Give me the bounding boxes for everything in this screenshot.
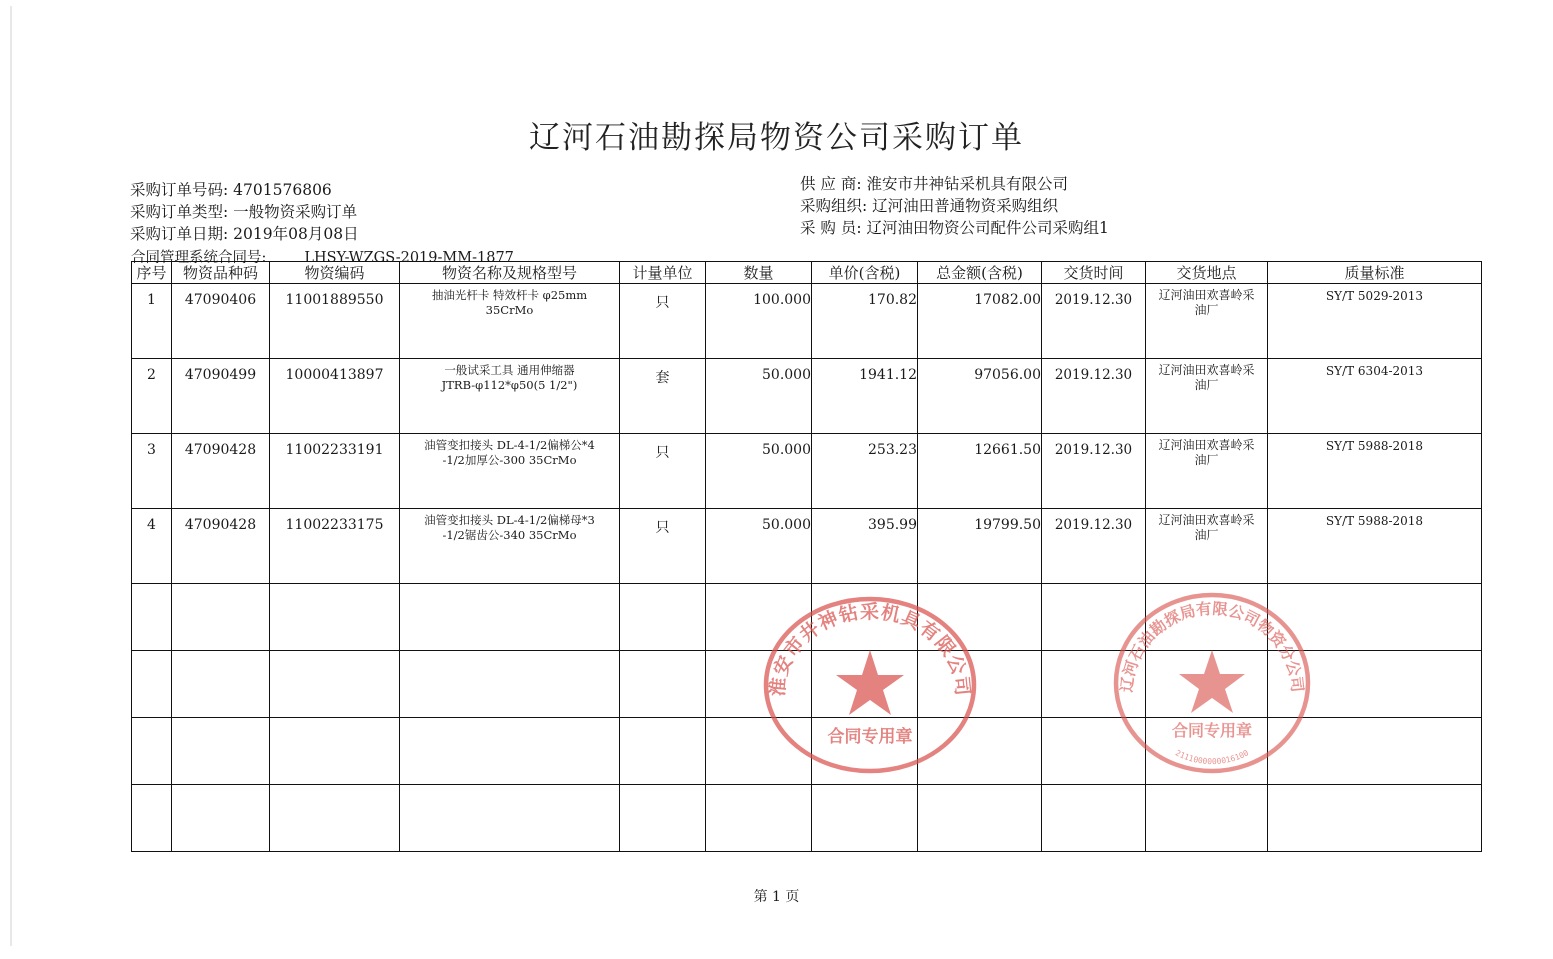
cell-standard: SY/T 6304-2013 (1268, 359, 1482, 434)
col-header-total: 总金额(含税) (918, 262, 1042, 284)
order-type-value: 一般物资采购订单 (233, 203, 358, 221)
purchase-org-label: 采购组织: (800, 197, 868, 215)
col-header-category: 物资品种码 (172, 262, 270, 284)
cell-total: 19799.50 (918, 509, 1042, 584)
cell-date: 2019.12.30 (1042, 434, 1146, 509)
cell-price: 170.82 (812, 284, 918, 359)
cell-location-line2: 油厂 (1194, 528, 1219, 542)
col-header-code: 物资编码 (270, 262, 400, 284)
svg-text:2111000000016100: 2111000000016100 (1173, 748, 1251, 767)
order-date-label: 采购订单日期: (130, 225, 229, 243)
cell-total: 12661.50 (918, 434, 1042, 509)
contract-number-value: LHSY-WZGS-2019-MM-1877 (304, 250, 514, 266)
cell-category: 47090428 (172, 509, 270, 584)
cell-unit: 只 (620, 284, 706, 359)
order-type-label: 采购订单类型: (130, 203, 229, 221)
cell-price: 253.23 (812, 434, 918, 509)
cell-name-line2: 35CrMo (485, 303, 534, 317)
order-number-value: 4701576806 (233, 181, 332, 199)
page-number: 第 1 页 (753, 889, 800, 905)
cell-unit: 只 (620, 509, 706, 584)
cell-code: 10000413897 (270, 359, 400, 434)
supplier-value: 淮安市井神钻采机具有限公司 (866, 175, 1069, 193)
supplier-contract-seal (762, 596, 978, 774)
cell-location-line1: 辽河油田欢喜岭采 (1158, 438, 1255, 452)
cell-location-line1: 辽河油田欢喜岭采 (1158, 288, 1255, 302)
cell-location-line2: 油厂 (1194, 453, 1219, 467)
cell-name (400, 359, 620, 434)
col-header-location: 交货地点 (1146, 262, 1268, 284)
supplier-label: 供 应 商: (800, 175, 862, 193)
cell-name (400, 284, 620, 359)
cell-seq: 2 (132, 359, 172, 434)
cell-standard: SY/T 5988-2018 (1268, 434, 1482, 509)
svg-text:辽河石油勘探局有限公司物资分公司: 辽河石油勘探局有限公司物资分公司 (1117, 599, 1307, 694)
table-row (132, 509, 1482, 584)
cell-qty: 50.000 (706, 509, 812, 584)
purchase-org-value: 辽河油田普通物资采购组织 (872, 197, 1059, 215)
contract-number-label: 合同管理系统合同号: (131, 250, 267, 266)
cell-code: 11001889550 (270, 284, 400, 359)
col-header-standard: 质量标准 (1268, 262, 1482, 284)
col-header-qty: 数量 (706, 262, 812, 284)
cell-location-line1: 辽河油田欢喜岭采 (1158, 513, 1255, 527)
cell-qty: 100.000 (706, 284, 812, 359)
cell-code: 11002233175 (270, 509, 400, 584)
col-header-seq: 序号 (132, 262, 172, 284)
cell-category: 47090499 (172, 359, 270, 434)
cell-name-line1: 抽油光杆卡 特效杆卡 φ25mm (431, 288, 588, 302)
cell-standard: SY/T 5988-2018 (1268, 509, 1482, 584)
cell-name (400, 434, 620, 509)
cell-name-line1: 油管变扣接头 DL-4-1/2偏梯母*3 (424, 513, 595, 527)
supplier-info-block (800, 173, 1109, 239)
empty-row (132, 785, 1482, 852)
order-date-value: 2019年08月08日 (233, 225, 359, 243)
cell-location-line2: 油厂 (1194, 303, 1219, 317)
cell-location (1146, 284, 1268, 359)
cell-total: 17082.00 (918, 284, 1042, 359)
cell-category: 47090428 (172, 434, 270, 509)
table-row (132, 284, 1482, 359)
cell-price: 395.99 (812, 509, 918, 584)
cell-date: 2019.12.30 (1042, 284, 1146, 359)
svg-text:合同专用章: 合同专用章 (827, 727, 913, 747)
cell-location-line1: 辽河油田欢喜岭采 (1158, 363, 1255, 377)
table-row (132, 434, 1482, 509)
table-row (132, 359, 1482, 434)
svg-text:合同专用章: 合同专用章 (1171, 721, 1253, 740)
cell-name-line2: JTRB-φ112*φ50(5 1/2") (441, 378, 578, 392)
cell-total: 97056.00 (918, 359, 1042, 434)
cell-location (1146, 434, 1268, 509)
cell-standard: SY/T 5029-2013 (1268, 284, 1482, 359)
cell-seq: 3 (132, 434, 172, 509)
cell-price: 1941.12 (812, 359, 918, 434)
col-header-name: 物资名称及规格型号 (400, 262, 620, 284)
cell-code: 11002233191 (270, 434, 400, 509)
cell-name (400, 509, 620, 584)
cell-unit: 只 (620, 434, 706, 509)
buyer-row (800, 217, 1109, 239)
buyer-value: 辽河油田物资公司配件公司采购组1 (866, 219, 1109, 237)
cell-unit: 套 (620, 359, 706, 434)
cell-seq: 1 (132, 284, 172, 359)
col-header-unit: 计量单位 (620, 262, 706, 284)
cell-name-line2: -1/2加厚公-300 35CrMo (442, 453, 577, 467)
page-title: 辽河石油勘探局物资公司采购订单 (529, 120, 1024, 156)
table-header-row (132, 262, 1482, 284)
order-date-row (130, 223, 359, 245)
col-header-date: 交货时间 (1042, 262, 1146, 284)
cell-name-line1: 油管变扣接头 DL-4-1/2偏梯公*4 (424, 438, 595, 452)
order-number-label: 采购订单号码: (130, 181, 229, 199)
order-number-row (130, 179, 359, 201)
order-info-block (130, 179, 359, 245)
purchase-org-row (800, 195, 1109, 217)
cell-category: 47090406 (172, 284, 270, 359)
supplier-row (800, 173, 1109, 195)
cell-qty: 50.000 (706, 359, 812, 434)
cell-name-line2: -1/2锯齿公-340 35CrMo (442, 528, 577, 542)
buyer-label: 采 购 员: (800, 219, 862, 237)
col-header-price: 单价(含税) (812, 262, 918, 284)
cell-seq: 4 (132, 509, 172, 584)
cell-qty: 50.000 (706, 434, 812, 509)
cell-date: 2019.12.30 (1042, 509, 1146, 584)
cell-location (1146, 359, 1268, 434)
order-type-row (130, 201, 359, 223)
cell-name-line1: 一般试采工具 通用伸缩器 (444, 363, 575, 377)
buyer-contract-seal (1112, 590, 1312, 776)
cell-location-line2: 油厂 (1194, 378, 1219, 392)
svg-text:淮安市井神钻采机具有限公司: 淮安市井神钻采机具有限公司 (766, 600, 974, 698)
cell-date: 2019.12.30 (1042, 359, 1146, 434)
cell-location (1146, 509, 1268, 584)
